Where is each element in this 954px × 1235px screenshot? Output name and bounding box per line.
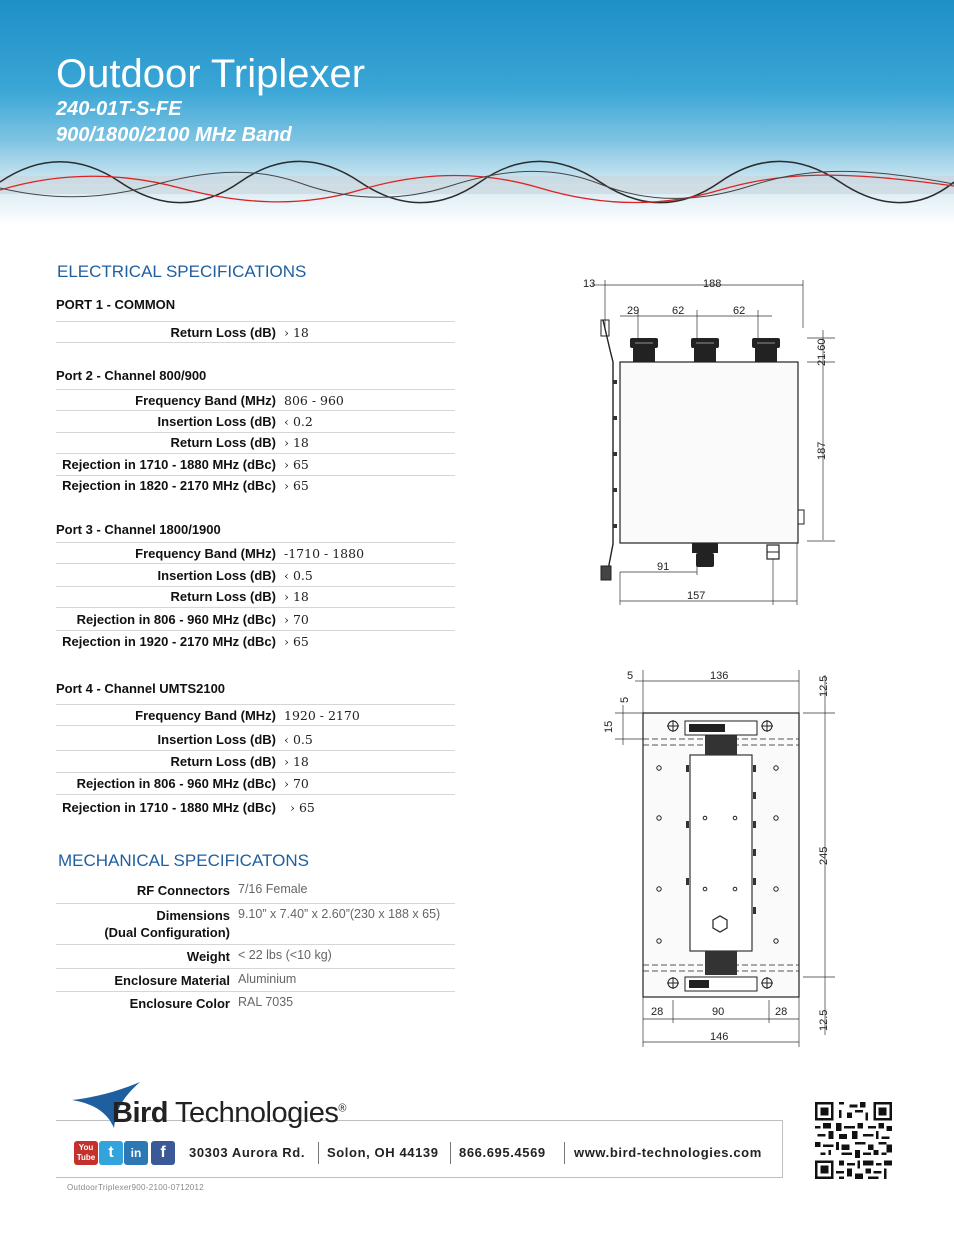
port3-title: Port 3 - Channel 1800/1900 [56,522,221,537]
dim-label: 28 [775,1006,788,1018]
port1-title: PORT 1 - COMMON [56,297,176,312]
spec-label: Return Loss (dB) [170,325,276,340]
spec-row [56,729,455,751]
spec-row [56,945,455,969]
spec-value: 806 - 960 [284,393,344,408]
spec-label-line2: (Dual Configuration) [104,925,230,940]
spec-value: › 65 [284,478,309,493]
spec-row [56,411,455,433]
spec-value: RAL 7035 [238,995,294,1009]
dim-label: 5 [627,670,634,682]
dim-label: 245 [818,846,830,865]
dim-label: 188 [703,278,722,290]
separator [450,1142,451,1164]
spec-row [56,475,455,497]
spec-label: RF Connectors [136,883,230,898]
dim-label: 146 [710,1031,729,1043]
dim-label: 12.5 [818,1009,830,1031]
document-id: OutdoorTriplexer900-2100-0712012 [67,1183,204,1192]
spec-label: Insertion Loss (dB) [157,414,276,429]
electrical-specs-heading: ELECTRICAL SPECIFICATIONS [57,262,307,281]
dim-label: 29 [627,305,640,317]
spec-label: Rejection in 1820 - 2170 MHz (dBc) [62,478,276,493]
spec-row [56,454,455,476]
spec-value: 7/16 Female [238,882,308,896]
side-view-drawing [575,270,835,610]
spec-label: Rejection in 806 - 960 MHz (dBc) [76,776,276,791]
spec-row [56,432,455,454]
spec-label-line1: Dimensions [156,908,230,923]
spec-label: Enclosure Color [129,996,230,1011]
spec-value: › 18 [284,589,309,604]
spec-value: Aluminium [238,972,297,986]
spec-value: › 18 [284,435,309,450]
spec-label: Return Loss (dB) [170,435,276,450]
spec-label [104,907,230,941]
spec-value: ‹ 0.2 [284,414,313,429]
waveform-graphic [0,150,954,225]
spec-label: Frequency Band (MHz) [135,393,276,408]
dim-label: 12.5 [818,675,830,697]
header-banner [0,0,954,225]
qr-code[interactable] [815,1102,892,1179]
spec-row [56,969,455,992]
spec-row [56,904,455,945]
spec-label: Rejection in 1710 - 1880 MHz (dBc) [62,457,276,472]
dim-label: 90 [712,1006,725,1018]
spec-value: › 65 [284,457,309,472]
dim-label: 91 [657,561,670,573]
frequency-band-subtitle: 900/1800/2100 MHz Band [56,124,292,146]
spec-row [56,389,455,411]
dim-label: 136 [710,670,729,682]
spec-label: Return Loss (dB) [170,754,276,769]
spec-label: Rejection in 1710 - 1880 MHz (dBc) [62,800,276,815]
dim-label: 15 [603,720,615,733]
spec-label: Rejection in 806 - 960 MHz (dBc) [76,612,276,627]
spec-label: Frequency Band (MHz) [135,546,276,561]
city-text: Solon, OH 44139 [327,1145,439,1160]
port2-title: Port 2 - Channel 800/900 [56,368,207,383]
brand-rest: Technologies [168,1097,339,1129]
spec-value: › 70 [284,612,309,627]
spec-row [56,751,455,773]
spec-label: Enclosure Material [114,973,230,988]
dim-label: 157 [687,590,706,602]
dim-label: 28 [651,1006,664,1018]
dim-label: 62 [672,305,685,317]
spec-row [56,542,455,564]
spec-row [56,565,455,587]
front-view-drawing [595,665,840,1050]
dim-label: 62 [733,305,746,317]
spec-row [56,704,455,726]
model-number: 240-01T-S-FE [56,98,182,120]
linkedin-icon[interactable]: in [124,1141,148,1165]
spec-value: › 18 [284,754,309,769]
spec-row [56,321,455,343]
address-text: 30303 Aurora Rd. [189,1145,306,1160]
dim-label: 21.60 [816,338,828,366]
dim-label: 187 [816,441,828,460]
brand-wordmark [112,1097,346,1130]
spec-row [56,609,455,631]
spec-label: Weight [186,949,230,964]
spec-value: › 18 [284,325,309,340]
spec-row [56,773,455,795]
spec-value: ‹ 0.5 [284,732,313,747]
spec-value: › 70 [284,776,309,791]
facebook-icon[interactable]: f [151,1141,175,1165]
website-link[interactable]: www.bird-technologies.com [574,1145,762,1160]
spec-row [56,631,455,653]
spec-label: Return Loss (dB) [170,589,276,604]
spec-value: › 65 [284,634,309,649]
spec-label: Rejection in 1920 - 2170 MHz (dBc) [62,634,276,649]
dim-label: 13 [583,278,596,290]
spec-value: ‹ 0.5 [284,568,313,583]
brand-bold: Bird [112,1097,168,1129]
spec-value: 9.10” x 7.40” x 2.60”(230 x 188 x 65) [238,907,441,921]
spec-value: < 22 lbs (<10 kg) [238,948,332,962]
twitter-icon[interactable]: t [99,1141,123,1165]
spec-row [56,797,455,819]
dim-label: 5 [619,696,631,703]
spec-row [56,879,455,904]
spec-label: Insertion Loss (dB) [157,732,276,747]
spec-value: -1710 - 1880 [284,546,365,561]
spec-value: › 65 [290,800,315,815]
spec-label: Frequency Band (MHz) [135,708,276,723]
spec-row [56,586,455,608]
port4-title: Port 4 - Channel UMTS2100 [56,681,226,696]
page-title: Outdoor Triplexer [56,52,366,96]
spec-row [56,992,455,1014]
phone-text: 866.695.4569 [459,1145,546,1160]
brand-mark: ® [338,1102,346,1115]
mechanical-specs-heading: MECHANICAL SPECIFICATONS [58,851,309,870]
spec-label: Insertion Loss (dB) [157,568,276,583]
spec-value: 1920 - 2170 [284,708,360,723]
separator [318,1142,319,1164]
youtube-icon[interactable]: You Tube [74,1141,98,1165]
separator [564,1142,565,1164]
